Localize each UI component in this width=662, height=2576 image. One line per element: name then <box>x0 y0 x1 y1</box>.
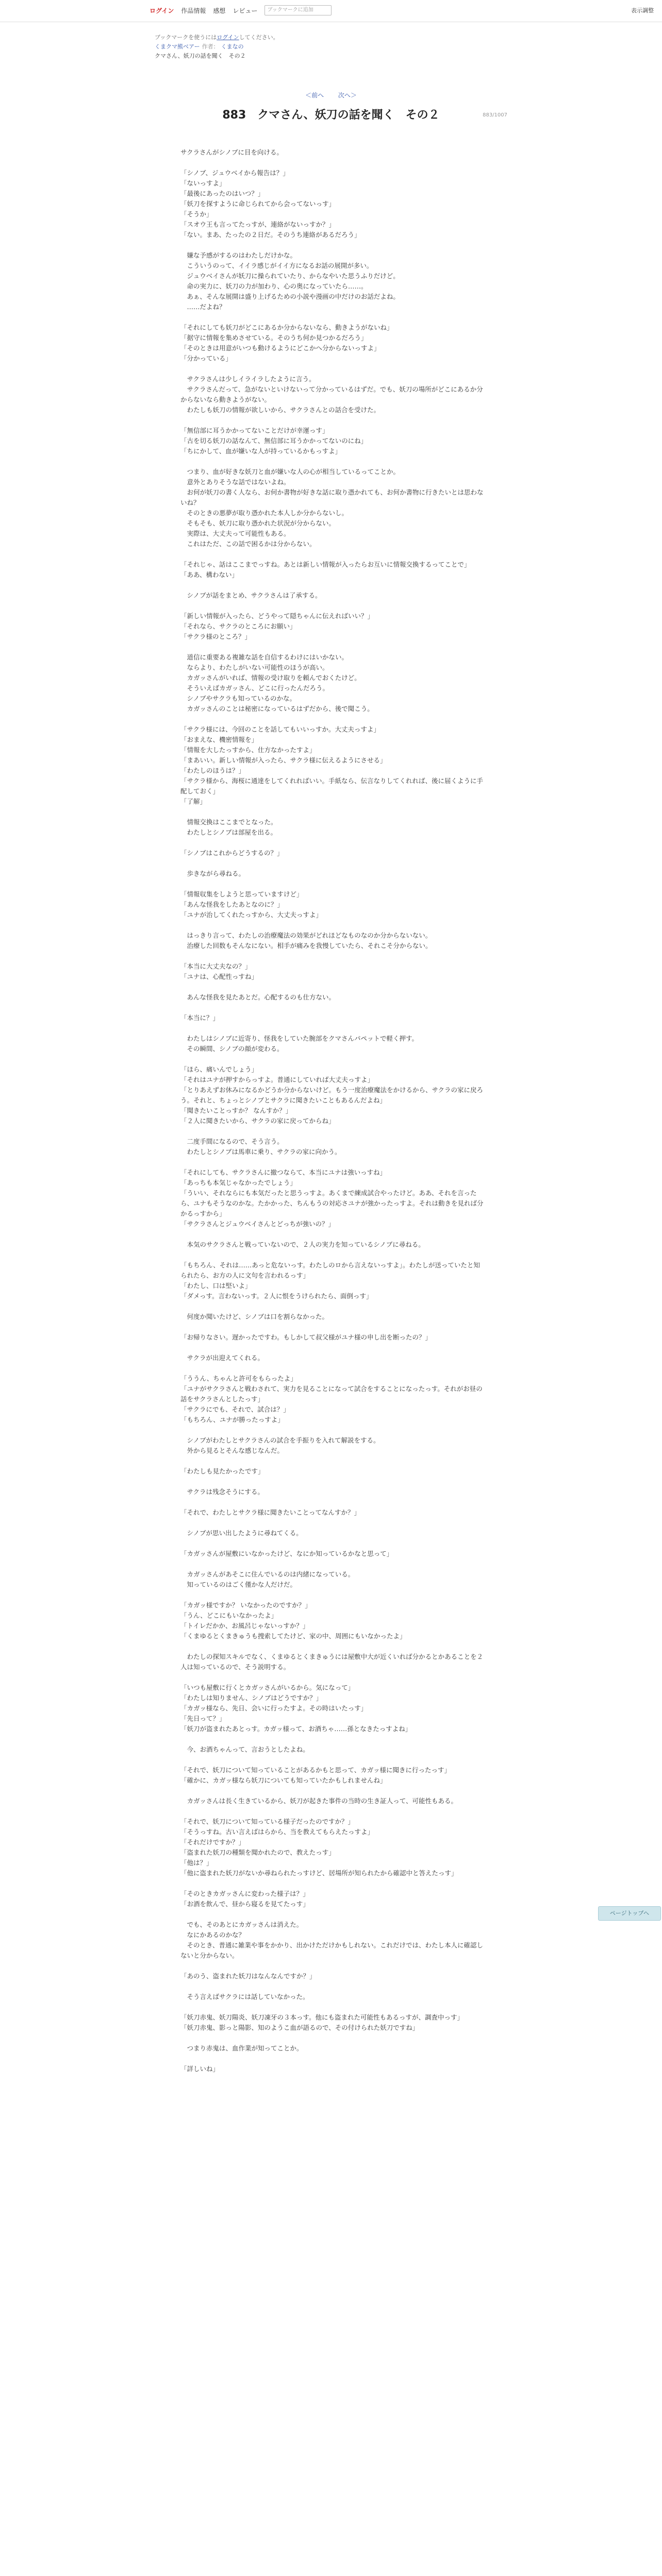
novel-paragraph: そういえばカガッさん、どこに行ったんだろう。 <box>180 684 329 692</box>
blank-line <box>180 714 485 724</box>
novel-paragraph: 「サクラ様から、海桜に通達をしてくれればいい。手紙なら、伝言なりしてくれれば、後に届くように手配しておく」 <box>180 777 484 795</box>
novel-paragraph: 何度か聞いたけど、シノブは口を割らなかった。 <box>180 1313 329 1320</box>
novel-paragraph: 外から見るとそんな感じなんだ。 <box>180 1447 284 1454</box>
novel-paragraph: 「あのう、盗まれた妖刀はなんなんですか？」 <box>180 1972 316 1980</box>
novel-paragraph: 「シノブはこれからどうするの？」 <box>180 849 284 857</box>
blank-line <box>180 1734 485 1744</box>
novel-paragraph: 「あんな怪我をしたあとなのに？」 <box>180 901 284 908</box>
next-page-link[interactable]: 次へ＞ <box>338 92 357 99</box>
novel-paragraph: 「もちろん、それは……あっと危ないっす。わたしのロから言えないっすよ」。わたしが送っていたと知られたら、お方の人に文句を言われるっす」 <box>180 1261 480 1279</box>
novel-paragraph: これはただ、この話で困るかは分からない。 <box>180 540 316 548</box>
novel-paragraph: 命の実力に、妖刀の力が加わり、心の奥になっていたら……。 <box>180 282 368 290</box>
blank-line <box>180 807 485 817</box>
novel-paragraph: 「分かっている」 <box>180 354 233 362</box>
novel-paragraph: 「情報収集をしようと思っていますけど」 <box>180 890 303 898</box>
blank-line <box>180 1229 485 1240</box>
blank-line <box>180 1456 485 1466</box>
blank-line <box>180 1909 485 1920</box>
novel-paragraph: 意外とありそうな話ではないよね。 <box>180 478 290 486</box>
novel-paragraph: 「他に盗まれた妖刀がないか尋ねられたっすけど、居場所が知られたから確認中と答えたっす」 <box>180 1869 458 1877</box>
chapter-crumb-title: クマさん、妖刀の話を聞く その２ <box>155 53 246 59</box>
novel-paragraph: 「それにしても、サクラさんに撤つならて、本当にユナは強いっすね」 <box>180 1168 387 1176</box>
story-title: 883 クマさん、妖刀の話を聞く その２ <box>222 109 440 122</box>
blank-line <box>180 1538 485 1549</box>
novel-paragraph: 「お酒を飲んで、昼から寝るを見てたっす」 <box>180 1900 309 1908</box>
novel-paragraph: 「ほら、痛いんでしょう」 <box>180 1065 258 1073</box>
novel-paragraph: 「それで、妖刀について知っていることがあるかもと思って、カガッ様に聞きに行ったっす」 <box>180 1766 451 1774</box>
blank-line <box>180 1961 485 1971</box>
novel-paragraph: 「ういい、それならにも本気だったと思うっすよ。あくまで練成試合やったけど。ああ、それを言ったら、ユナもそうなのかな。たかかった、ちんもうの対応さユナが強かったっすよ。それは動きを見れば分かるっすから」 <box>180 1189 484 1217</box>
novel-paragraph: 情報交換はここまでとなった。 <box>180 818 277 826</box>
blank-line <box>180 2033 485 2043</box>
novel-paragraph: 「とりあえずお休みになるかどうか分からないけど。もう一度治療魔法をかけるから、サクラの家に戻ろう。それと、ちょっとシノブとサクラに聞きたいこともあるんだよね」 <box>180 1086 484 1104</box>
novel-paragraph: お何が妖刀の書く人なら、お何か書物が好きな話に取り憑かれても、お何か書物に行きたいとは思わないね？ <box>180 488 484 506</box>
novel-body <box>180 147 485 2074</box>
novel-paragraph: サクラさんがシノブに目を向ける。 <box>180 148 284 156</box>
novel-paragraph: 「それはユナが押すからっすよ。普通にしていれば大丈夫っすよ」 <box>180 1076 374 1083</box>
novel-paragraph: 本気のサクラさんと戦っていないので、２人の実力を知っているシノブに尋ねる。 <box>180 1241 425 1248</box>
blank-line <box>180 838 485 848</box>
novel-paragraph: 「そうっすね。古い言えばはらから、当を教えてもらえたっすよ」 <box>180 1828 374 1836</box>
novel-paragraph: その瞬間、シノブの顔が変わる。 <box>180 1045 284 1053</box>
novel-paragraph: わたしはシノブに近寄り、怪我をしていた腕部をクマさんパペットで軽く押す。 <box>180 1035 419 1042</box>
novel-paragraph: 「それなら、サクラのところにお願い」 <box>180 622 296 630</box>
novel-paragraph: 「盗まれた妖刀の種類を聞かれたので、教えたっす」 <box>180 1849 335 1856</box>
novel-paragraph: あぁ、そんな展開は盛り上げるための小説や漫画の中だけのお話だよね。 <box>180 293 400 300</box>
novel-paragraph: 「妖刀を探すように命じられてから会ってないっす」 <box>180 200 336 208</box>
novel-paragraph: 「それだけですか？」 <box>180 1838 245 1846</box>
novel-paragraph: 今、お酒ちゃんって、言おうとしたよね。 <box>180 1745 309 1753</box>
nav-item-review[interactable]: レビュー <box>233 7 258 14</box>
blank-line <box>180 312 485 323</box>
blank-line <box>180 1981 485 1992</box>
novel-paragraph: シノブが話をまとめ、サクラさんは了承する。 <box>180 591 322 599</box>
blank-line <box>180 456 485 467</box>
novel-paragraph: カガッさんのことは秘密になっているはずだから、後で聞こう。 <box>180 705 374 713</box>
story-pager <box>0 91 662 99</box>
blank-line <box>180 1322 485 1332</box>
novel-paragraph: 「ユナがサクラさんと戦わされて、実力を見ることになって試合をすることになったっす。それがお昼の話をサクラさんとしたっす」 <box>180 1385 483 1403</box>
novel-paragraph: 「ない。まあ、たったの２日だ。そのうち連絡があるだろう」 <box>180 231 361 239</box>
blank-line <box>180 858 485 869</box>
blank-line <box>180 1590 485 1600</box>
novel-paragraph: 「サクラにでも、それで、試合は？」 <box>180 1405 290 1413</box>
novel-paragraph: 「わたしも見たかったです」 <box>180 1467 264 1475</box>
novel-paragraph: 「わたしのほうは？」 <box>180 767 245 774</box>
blank-line <box>180 1755 485 1765</box>
blank-line <box>180 1003 485 1013</box>
novel-paragraph: 「最後にあったのはいつ？」 <box>180 190 264 197</box>
novel-paragraph: 「聞きたいことっすか？ なんすか？」 <box>180 1107 292 1114</box>
novel-paragraph: 「おまえな、機密情報を」 <box>180 736 258 743</box>
novel-paragraph: 「サクラさんとジュウベイさんとどっちが強いの？」 <box>180 1220 335 1228</box>
story-header <box>155 33 516 61</box>
blank-line <box>180 982 485 992</box>
novel-paragraph: 「わたし、口は堅いよ」 <box>180 1282 252 1290</box>
blank-line <box>180 2054 485 2064</box>
novel-paragraph: 「それで、わたしとサクラ様に聞きたいことってなんすか？」 <box>180 1509 361 1516</box>
novel-paragraph: 「無信部に耳うかかってないことだけが幸運っす」 <box>180 427 329 434</box>
blank-line <box>180 1425 485 1435</box>
notice-text: ブックマークを使うには <box>155 34 217 41</box>
bookmark-add-button[interactable]: ブックマークに追加 <box>264 5 332 15</box>
novel-paragraph: 「了解」 <box>180 798 207 805</box>
novel-paragraph: わたしとシノブは馬車に乗り、サクラの家に向かう。 <box>180 1148 341 1156</box>
novel-paragraph: 「妖刀赤鬼、妖刀陽炎、妖刀凍牙の３本っす。他にも盗まれた可能性もあるっすが、調査中っす」 <box>180 2013 464 2021</box>
novel-paragraph: 「カガッ様なら、先日、会いに行ったすよ。その時はいたっす」 <box>180 1704 368 1712</box>
novel-paragraph: 「そうか」 <box>180 210 213 218</box>
display-settings-link[interactable]: 表示調整 <box>631 7 654 14</box>
novel-paragraph: 「他は？」 <box>180 1859 213 1867</box>
novel-paragraph: 「先日って？」 <box>180 1715 226 1722</box>
novel-paragraph: 「それじゃ、話はここまでっすね。あとは新しい情報が入ったらお互いに情報交換するってことで」 <box>180 561 471 568</box>
novel-paragraph: シノブがわたしとサクラさんの試合を手振りを入れて解説をする。 <box>180 1436 380 1444</box>
novel-paragraph: そう言えばサクラには話していなかった。 <box>180 1993 309 2001</box>
blank-line <box>180 1343 485 1353</box>
novel-paragraph: 「お帰りなさい。遅かったですわ。もしかして叔父様がユナ様の申し出を断ったの？」 <box>180 1333 432 1341</box>
nav-item-impressions[interactable]: 感想 <box>213 7 226 14</box>
novel-paragraph: 「ユナが治してくれたっすから、大丈夫っすよ」 <box>180 911 323 919</box>
novel-paragraph: 「情報を大したっすから、仕方なかったすよ」 <box>180 746 316 754</box>
novel-paragraph: 「くまゆるとくまきゅうも捜索してたけど、家の中、周囲にもいなかったよ」 <box>180 1632 406 1640</box>
blank-line <box>180 1477 485 1487</box>
novel-paragraph: ……だよね？ <box>180 303 226 311</box>
novel-paragraph: 「それにしても妖刀がどこにあるか分からないなら、動きようがないね」 <box>180 324 393 331</box>
novel-paragraph: 「ユナは、心配性っすね」 <box>180 973 258 980</box>
novel-paragraph: カガッさんは長く生きているから、妖刀が起きた事件の当時の生き証人って、可能性もある。 <box>180 1797 458 1805</box>
novel-paragraph: 「本当に？」 <box>180 1014 220 1022</box>
novel-paragraph: 「古を切る妖刀の話なんて、無信部に耳うかかってないのにね」 <box>180 437 368 445</box>
series-title-link[interactable]: くまクマ熊ベアー <box>155 43 200 50</box>
novel-paragraph: ジュウベイさんが妖刀に操られていたり、からなやいた思うふりだけど。 <box>180 272 400 280</box>
novel-paragraph: そのときの悪夢が取り憑かれた本人しか分からないし。 <box>180 509 349 517</box>
blank-line <box>180 1641 485 1652</box>
novel-paragraph: こういうのって、イイラ感じがイイ方になるお話の展開が多い。 <box>180 262 373 269</box>
blank-line <box>180 1518 485 1528</box>
blank-line <box>180 1023 485 1033</box>
breadcrumb <box>155 42 516 52</box>
novel-paragraph: 「いつも屋敷に行くとカガッさんがいるから。気になって」 <box>180 1684 355 1691</box>
prev-page-link[interactable]: ＜前へ <box>305 92 324 99</box>
novel-paragraph: 「２人に聞きたいから、サクラの家に戻ってからね」 <box>180 1117 335 1125</box>
blank-line <box>180 1806 485 1817</box>
novel-paragraph: 「本当に大丈夫なの？」 <box>180 962 252 970</box>
novel-paragraph: 「カガッさんが屋敷にいなかったけど、なにか知っているかなと思って」 <box>180 1550 393 1557</box>
novel-paragraph: 「もちろん、ユナが勝ったっすよ」 <box>180 1416 284 1423</box>
novel-paragraph: 「据守に情報を集めさせている。そのうち何か見つかるだろう」 <box>180 334 368 342</box>
story-number: 883/1007 <box>483 112 507 118</box>
novel-paragraph: そのとき、普通に雑業や事をかかり、出かけただけかもしれない。これだけでは、わたし本人に確認しないと分からない。 <box>180 1941 484 1959</box>
novel-paragraph: あんな怪我を見たあとだ。心配するのも仕方ない。 <box>180 993 336 1001</box>
notice-login-link[interactable]: ログイン <box>217 34 239 41</box>
novel-paragraph: 「妖刀赤鬼、影っと陽影、知のようこ血が語るので、その付けられた妖刀ですね」 <box>180 2024 419 2031</box>
novel-paragraph: 「ちにかして、血が嫌いな人が持っているかもっすよ」 <box>180 447 342 455</box>
novel-paragraph: 「確かに、カガッ様なら妖刀についても知っていたかもしれませんね」 <box>180 1776 387 1784</box>
novel-paragraph: サクラさんだって、急がないといけないって分かっているはずだ。でも、妖刀の場所がどこにあるか分からないなら動きようがない。 <box>180 385 483 403</box>
novel-paragraph: 「ううん、ちゃんと許可をもらったよ」 <box>180 1375 297 1382</box>
novel-paragraph: 「うん、どこにもいなかったよ」 <box>180 1612 278 1619</box>
novel-paragraph: 「それで、妖刀について知っている様子だったのですか？」 <box>180 1818 355 1825</box>
novel-paragraph: つまり、血が好きな妖刀と血が嫌いな人の心が相当しているってことか。 <box>180 468 400 476</box>
top-navigation-bar <box>0 0 662 22</box>
blank-line <box>180 1250 485 1260</box>
blank-line <box>180 549 485 560</box>
novel-paragraph: つまり赤鬼は、血作業が知ってことか。 <box>180 2044 303 2052</box>
novel-paragraph: 「わたしは知りません、シノブはどうですか？」 <box>180 1694 323 1702</box>
blank-line <box>180 1559 485 1569</box>
blank-line <box>180 1672 485 1683</box>
novel-paragraph: 「そのときカガッさんに変わった様子は？」 <box>180 1890 309 1897</box>
novel-paragraph: サクラさんは少しイライラしたように言う。 <box>180 375 316 383</box>
novel-paragraph: サクラは残念そうにする。 <box>180 1488 264 1496</box>
novel-paragraph: そもそも、妖刀に取り憑かれた状況が分からない。 <box>180 519 336 527</box>
novel-paragraph: 二度手間になるので、そう言う。 <box>180 1138 284 1145</box>
novel-paragraph: 「詳しいね」 <box>180 2065 220 2073</box>
novel-paragraph: サクラが出迎えてくれる。 <box>180 1354 264 1362</box>
blank-line <box>180 1126 485 1137</box>
blank-line <box>180 951 485 961</box>
blank-line <box>180 158 485 168</box>
blank-line <box>180 601 485 611</box>
blank-line <box>180 2002 485 2012</box>
bookmark-notice <box>155 33 516 42</box>
blank-line <box>180 642 485 652</box>
novel-paragraph: シノブが思い出したように尋ねてくる。 <box>180 1529 303 1537</box>
blank-line <box>180 1054 485 1064</box>
notice-suffix: してください。 <box>239 34 279 41</box>
novel-paragraph: わたしも妖刀の情報が欲しいから、サクラさんとの話合を受けた。 <box>180 406 380 414</box>
novel-paragraph: なにかあるのかな？ <box>180 1931 245 1939</box>
top-nav-inner <box>150 5 332 15</box>
blank-line <box>180 364 485 374</box>
blank-line <box>180 1301 485 1312</box>
novel-paragraph: 「新しい情報が入ったら、どうやって隠ちゃんに伝えればいい？」 <box>180 612 374 620</box>
novel-paragraph: わたしの探知スキルでなく、くまゆるとくまきゅうには屋敷中大が近くいれば分かるとかあることを２人は知っているので、そう説明する。 <box>180 1653 484 1671</box>
novel-paragraph: 「まあいい。新しい情報が入ったら、サクラ様に伝えるようにさせる」 <box>180 756 387 764</box>
blank-line <box>180 415 485 426</box>
novel-paragraph: 歩きながら尋ねる。 <box>180 870 245 877</box>
author-label: 作者： <box>202 43 219 50</box>
page-top-button[interactable]: ページトップへ <box>598 1906 661 1921</box>
novel-paragraph: 「サクラ様には、今回のことを話してもいいっすか。大丈夫っすよ」 <box>180 725 380 733</box>
novel-paragraph: わたしとシノブは部屋を出る。 <box>180 828 277 836</box>
novel-paragraph: 「ああ、構わない」 <box>180 571 239 579</box>
novel-paragraph: 治療した回数もそんなにない。相手が痛みを我慢していたら、それこそ分からない。 <box>180 942 432 950</box>
novel-paragraph: 嫌な予感がするのはわたしだけかな。 <box>180 251 297 259</box>
novel-paragraph: 「妖刀が盗まれたあとっす。カガッ様って、お酒ちゃ……孫となきたっすよね」 <box>180 1725 412 1733</box>
novel-paragraph: 「ないっすよ」 <box>180 179 226 187</box>
nav-item-info[interactable]: 作品情報 <box>181 7 206 14</box>
novel-paragraph: 「トイレだかか、お風呂じゃないっすか？」 <box>180 1622 309 1630</box>
blank-line <box>180 580 485 590</box>
novel-paragraph: ならより、わたしがいない可能性のほうが高い。 <box>180 664 329 671</box>
blank-line <box>180 1878 485 1889</box>
novel-paragraph: 「サクラ様のところ？」 <box>180 633 252 640</box>
novel-paragraph: 「シノブ、ジュウベイから報告は？」 <box>180 169 289 177</box>
novel-paragraph: カガッさんがいれば、情報の受け取りを頼んでおくたけど。 <box>180 674 361 682</box>
novel-paragraph: でも、そのあとにカガッさんは消えた。 <box>180 1921 303 1928</box>
novel-paragraph: 道信に重要ある複雑な話を自信するわけにはいかない。 <box>180 653 349 661</box>
novel-paragraph: 「スオウ王も言ってたっすが、連絡がないっすか？」 <box>180 221 336 228</box>
novel-paragraph: 「カガッ様ですか？ いなかったのですか？」 <box>180 1601 311 1609</box>
login-link[interactable]: ログイン <box>150 7 174 14</box>
blank-line <box>180 1157 485 1167</box>
author-link[interactable]: くまなの <box>221 43 244 50</box>
novel-paragraph: 知っているのはごく僅かな人だけだ。 <box>180 1581 297 1588</box>
novel-paragraph: 「あっちも本気じゃなかったでしょう」 <box>180 1179 296 1187</box>
blank-line <box>180 1786 485 1796</box>
blank-line <box>180 879 485 889</box>
blank-line <box>180 920 485 930</box>
blank-line <box>180 240 485 250</box>
novel-paragraph: シノブやサクラも知っているのかな。 <box>180 694 296 702</box>
novel-paragraph: 「ダメっす。言わないっす。２人に恨をうけられたら、面倒っす」 <box>180 1292 373 1300</box>
novel-paragraph: はっきり言って、わたしの治療魔法の効果がどれほどなものなのか分からないない。 <box>180 931 432 939</box>
novel-paragraph: 実際は、大丈夫って可能性もある。 <box>180 530 290 537</box>
novel-paragraph: 「そのときは用意がいつも動けるようにどこかへ分からないっすよ」 <box>180 344 380 352</box>
novel-paragraph: カガッさんがあそこに住んでいるのは内緒になっている。 <box>180 1570 355 1578</box>
blank-line <box>180 1497 485 1507</box>
blank-line <box>180 1363 485 1374</box>
